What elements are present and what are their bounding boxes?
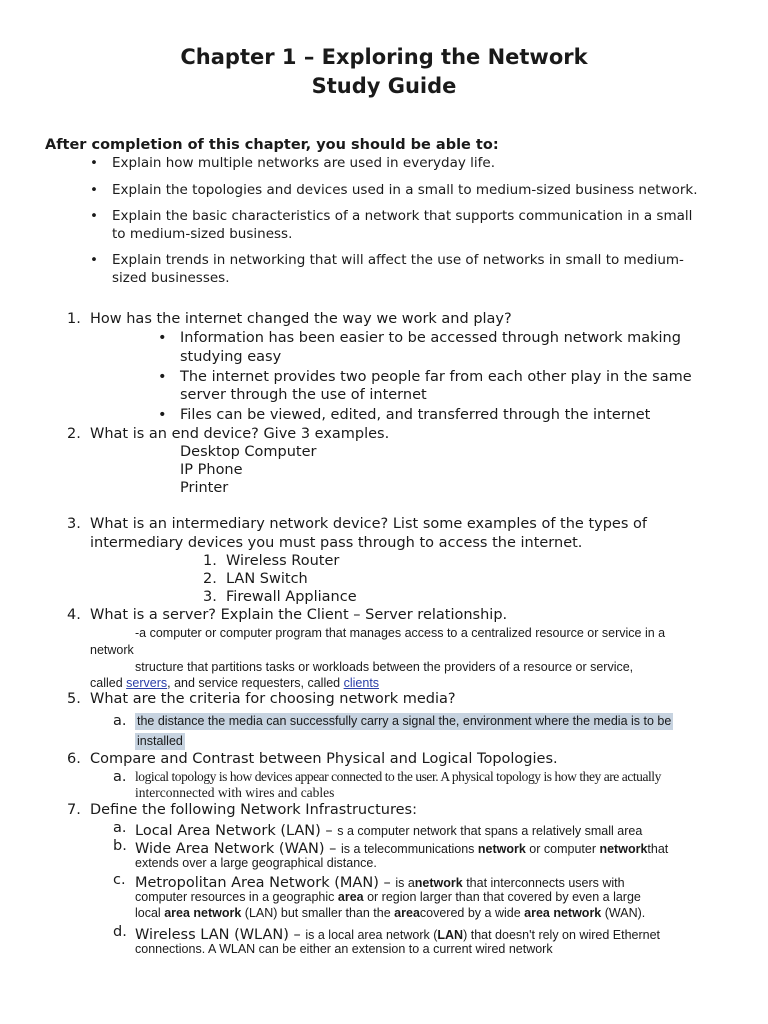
q7c-line-3 bbox=[135, 906, 645, 920]
q7-text: Define the following Network Infrastructures: bbox=[90, 802, 417, 818]
q7a-marker: a. bbox=[113, 820, 127, 836]
intro-heading: After completion of this chapter, you should be able to: bbox=[45, 137, 499, 153]
q4-answer-line-2: network bbox=[90, 643, 134, 657]
q2-text: What is an end device? Give 3 examples. bbox=[90, 426, 390, 442]
q5-answer-line-1: the distance the media can successfully carry a signal the, environment where the media is to be bbox=[137, 714, 672, 728]
q1-answer-2: • The internet provides two people far from each other play in the same bbox=[180, 369, 692, 385]
q1-text: How has the internet changed the way we work and play? bbox=[90, 311, 512, 327]
q7a-line bbox=[135, 820, 642, 839]
q7d-def-1: is a local area network ( bbox=[305, 928, 438, 942]
q7c-bold-1: network bbox=[414, 876, 463, 890]
q5-answer-line-2: installed bbox=[137, 734, 183, 748]
q7c-l2-a: computer resources in a geographic bbox=[135, 890, 338, 904]
q4-answer-line-3: structure that partitions tasks or workloads between the providers of a resource or service, bbox=[135, 660, 634, 674]
page-title: Chapter 1 – Exploring the Network bbox=[180, 45, 588, 69]
q7a-term: Local Area Network (LAN) bbox=[135, 823, 321, 839]
q3-item-1-number: 1. bbox=[203, 553, 217, 569]
q4-answer-line-4 bbox=[90, 676, 379, 690]
q4-answer-line-1: -a computer or computer program that manages access to a centralized resource or service in a bbox=[135, 626, 666, 640]
q2-number: 2. bbox=[67, 426, 81, 442]
q7c-def-1: is a bbox=[395, 876, 415, 890]
q1-answer-2-cont: server through the use of internet bbox=[180, 387, 427, 403]
q2-answer-3: Printer bbox=[180, 480, 229, 496]
q7b-line-2: extends over a large geographical distance. bbox=[135, 856, 377, 870]
q2-answer-2: IP Phone bbox=[180, 462, 243, 478]
q7c-dash: – bbox=[378, 875, 396, 891]
q1-answer-3: • Files can be viewed, edited, and transferred through the internet bbox=[180, 407, 650, 423]
q7a-dash: – bbox=[320, 823, 338, 839]
q7c-l3-b: area network bbox=[164, 906, 242, 920]
objective-3: • Explain the basic characteristics of a network that supports communication in a small bbox=[112, 207, 692, 225]
objective-4: • Explain trends in networking that will affect the use of networks in small to medium- bbox=[112, 251, 684, 269]
q1-answer-1: • Information has been easier to be accessed through network making bbox=[180, 330, 681, 346]
q7a-definition: s a computer network that spans a relatively small area bbox=[337, 824, 643, 838]
page-subtitle: Study Guide bbox=[311, 74, 457, 98]
q7b-term: Wide Area Network (WAN) bbox=[135, 841, 325, 857]
objective-2: • Explain the topologies and devices used in a small to medium-sized business network. bbox=[112, 181, 698, 199]
q5-number: 5. bbox=[67, 691, 81, 707]
q7d-def-2: ) that doesn't rely on wired Ethernet bbox=[463, 928, 661, 942]
objective-4-cont: sized businesses. bbox=[112, 270, 230, 286]
q3-text: What is an intermediary network device? List some examples of the types of bbox=[90, 516, 647, 532]
q6-answer-line-2: interconnected with wires and cables bbox=[135, 785, 335, 800]
q7b-def-2: or computer bbox=[525, 842, 600, 856]
q7c-def-2: that interconnects users with bbox=[462, 876, 625, 890]
q7c-l2-b: area bbox=[337, 890, 364, 904]
q7c-l3-d: area bbox=[394, 906, 420, 920]
q7c-l3-g: (WAN). bbox=[601, 906, 646, 920]
q7d-line bbox=[135, 924, 660, 943]
q7d-line-2: connections. A WLAN can be either an extension to a current wired network bbox=[135, 942, 553, 956]
servers-link[interactable]: servers bbox=[126, 676, 168, 690]
q3-item-3-number: 3. bbox=[203, 589, 217, 605]
q7b-marker: b. bbox=[113, 838, 127, 854]
q3-item-1: Wireless Router bbox=[226, 553, 340, 569]
q7b-bold-2: network bbox=[599, 842, 648, 856]
q7c-l3-a: local bbox=[135, 906, 165, 920]
q3-number: 3. bbox=[67, 516, 81, 532]
q7d-term: Wireless LAN (WLAN) bbox=[135, 927, 289, 943]
q7c-l3-f: area network bbox=[524, 906, 602, 920]
q3-item-3: Firewall Appliance bbox=[226, 589, 357, 605]
q1-answer-1-cont: studying easy bbox=[180, 349, 282, 365]
q7-number: 7. bbox=[67, 802, 81, 818]
q7d-bold-1: LAN bbox=[437, 928, 464, 942]
q1-number: 1. bbox=[67, 311, 81, 327]
q6-number: 6. bbox=[67, 751, 81, 767]
clients-link[interactable]: clients bbox=[343, 676, 380, 690]
q7b-line bbox=[135, 838, 668, 857]
q4-answer-text-b: , and service requesters, called bbox=[167, 676, 344, 690]
q3-text-cont: intermediary devices you must pass through to access the internet. bbox=[90, 535, 583, 551]
q7c-l3-c: (LAN) but smaller than the bbox=[241, 906, 395, 920]
q4-number: 4. bbox=[67, 607, 81, 623]
objective-3-cont: to medium-sized business. bbox=[112, 226, 293, 242]
q7c-l2-c: or region larger than that covered by even a large bbox=[363, 890, 641, 904]
q7d-marker: d. bbox=[113, 924, 127, 940]
q3-item-2-number: 2. bbox=[203, 571, 217, 587]
q4-text: What is a server? Explain the Client – Server relationship. bbox=[90, 607, 508, 623]
q4-answer-text-a: called bbox=[90, 676, 127, 690]
q2-answer-1: Desktop Computer bbox=[180, 444, 317, 460]
q3-item-2: LAN Switch bbox=[226, 571, 308, 587]
q7c-marker: c. bbox=[113, 872, 126, 888]
q7b-def-1: is a telecommunications bbox=[341, 842, 478, 856]
q7b-def-3: that bbox=[647, 842, 669, 856]
q7c-line bbox=[135, 872, 625, 891]
q7b-dash: – bbox=[324, 841, 342, 857]
q6-sub-marker: a. bbox=[113, 769, 127, 785]
q7d-dash: – bbox=[288, 927, 306, 943]
q7c-l3-e: covered by a wide bbox=[419, 906, 525, 920]
q7c-term: Metropolitan Area Network (MAN) bbox=[135, 875, 379, 891]
q7b-bold-1: network bbox=[477, 842, 526, 856]
q7c-line-2 bbox=[135, 890, 641, 904]
objective-1: • Explain how multiple networks are used in everyday life. bbox=[112, 154, 495, 172]
q6-text: Compare and Contrast between Physical and Logical Topologies. bbox=[90, 751, 558, 767]
q6-answer-line-1: logical topology is how devices appear connected to the user. A physical topology is how they are actually bbox=[135, 769, 661, 784]
q5-sub-marker: a. bbox=[113, 713, 127, 729]
q5-text: What are the criteria for choosing network media? bbox=[90, 691, 456, 707]
